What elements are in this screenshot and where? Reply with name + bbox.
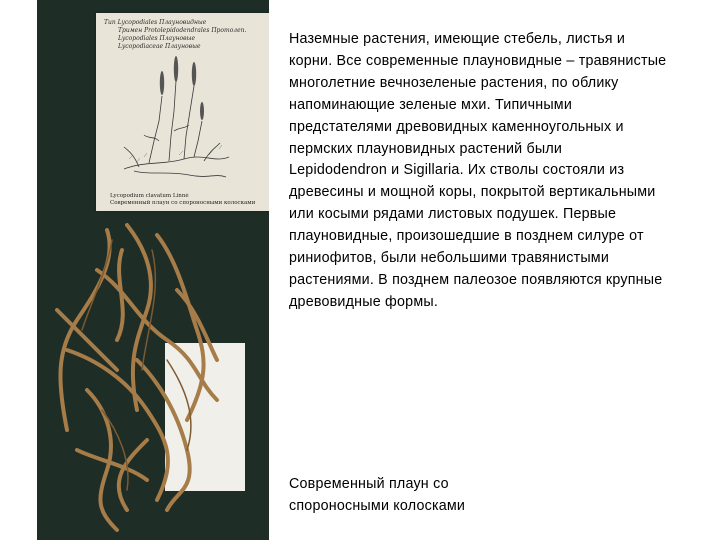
card-caption (110, 193, 269, 207)
card-caption-sub: Современный плаун со спороносными колосками (110, 200, 256, 206)
card-line: Tип Lycopodiales Плауновидные (104, 19, 207, 26)
clubmoss-drawing (114, 51, 234, 186)
card-header (104, 19, 269, 51)
card-line: Lycopodiales Плауновые (118, 35, 196, 42)
card-line: Lycopodiaceae Плауновые (118, 43, 201, 50)
description-text: Наземные растения, имеющие стебель, листья и корни. Все современные плауновидные – травянистые многолетние вечнозеленые растения, по облику напоминающие зеленые мхи. Типичными предстателями древовидных каменноугольных и пермских плауновидных растений были Lepidodendron и Sigillaria. Их стволы состояли из древесины и мощной коры, покрытой вертикальными или косыми рядами листовых подушек. Первые плауновидные, произошедшие в позднем силуре от риниофитов, были небольшими травянистыми растениями. В позднем палеозое появляются крупные древовидные формы. (289, 31, 667, 310)
card-caption-title: Lycopodium clavatum Linné (110, 193, 189, 199)
image-caption: Современный плаун со спороносными колосками (289, 476, 466, 514)
clubmoss-specimen (37, 210, 269, 540)
card-line: Тримен Protolepidodendrales Протолеп. (118, 27, 247, 34)
herbarium-card (96, 13, 269, 211)
